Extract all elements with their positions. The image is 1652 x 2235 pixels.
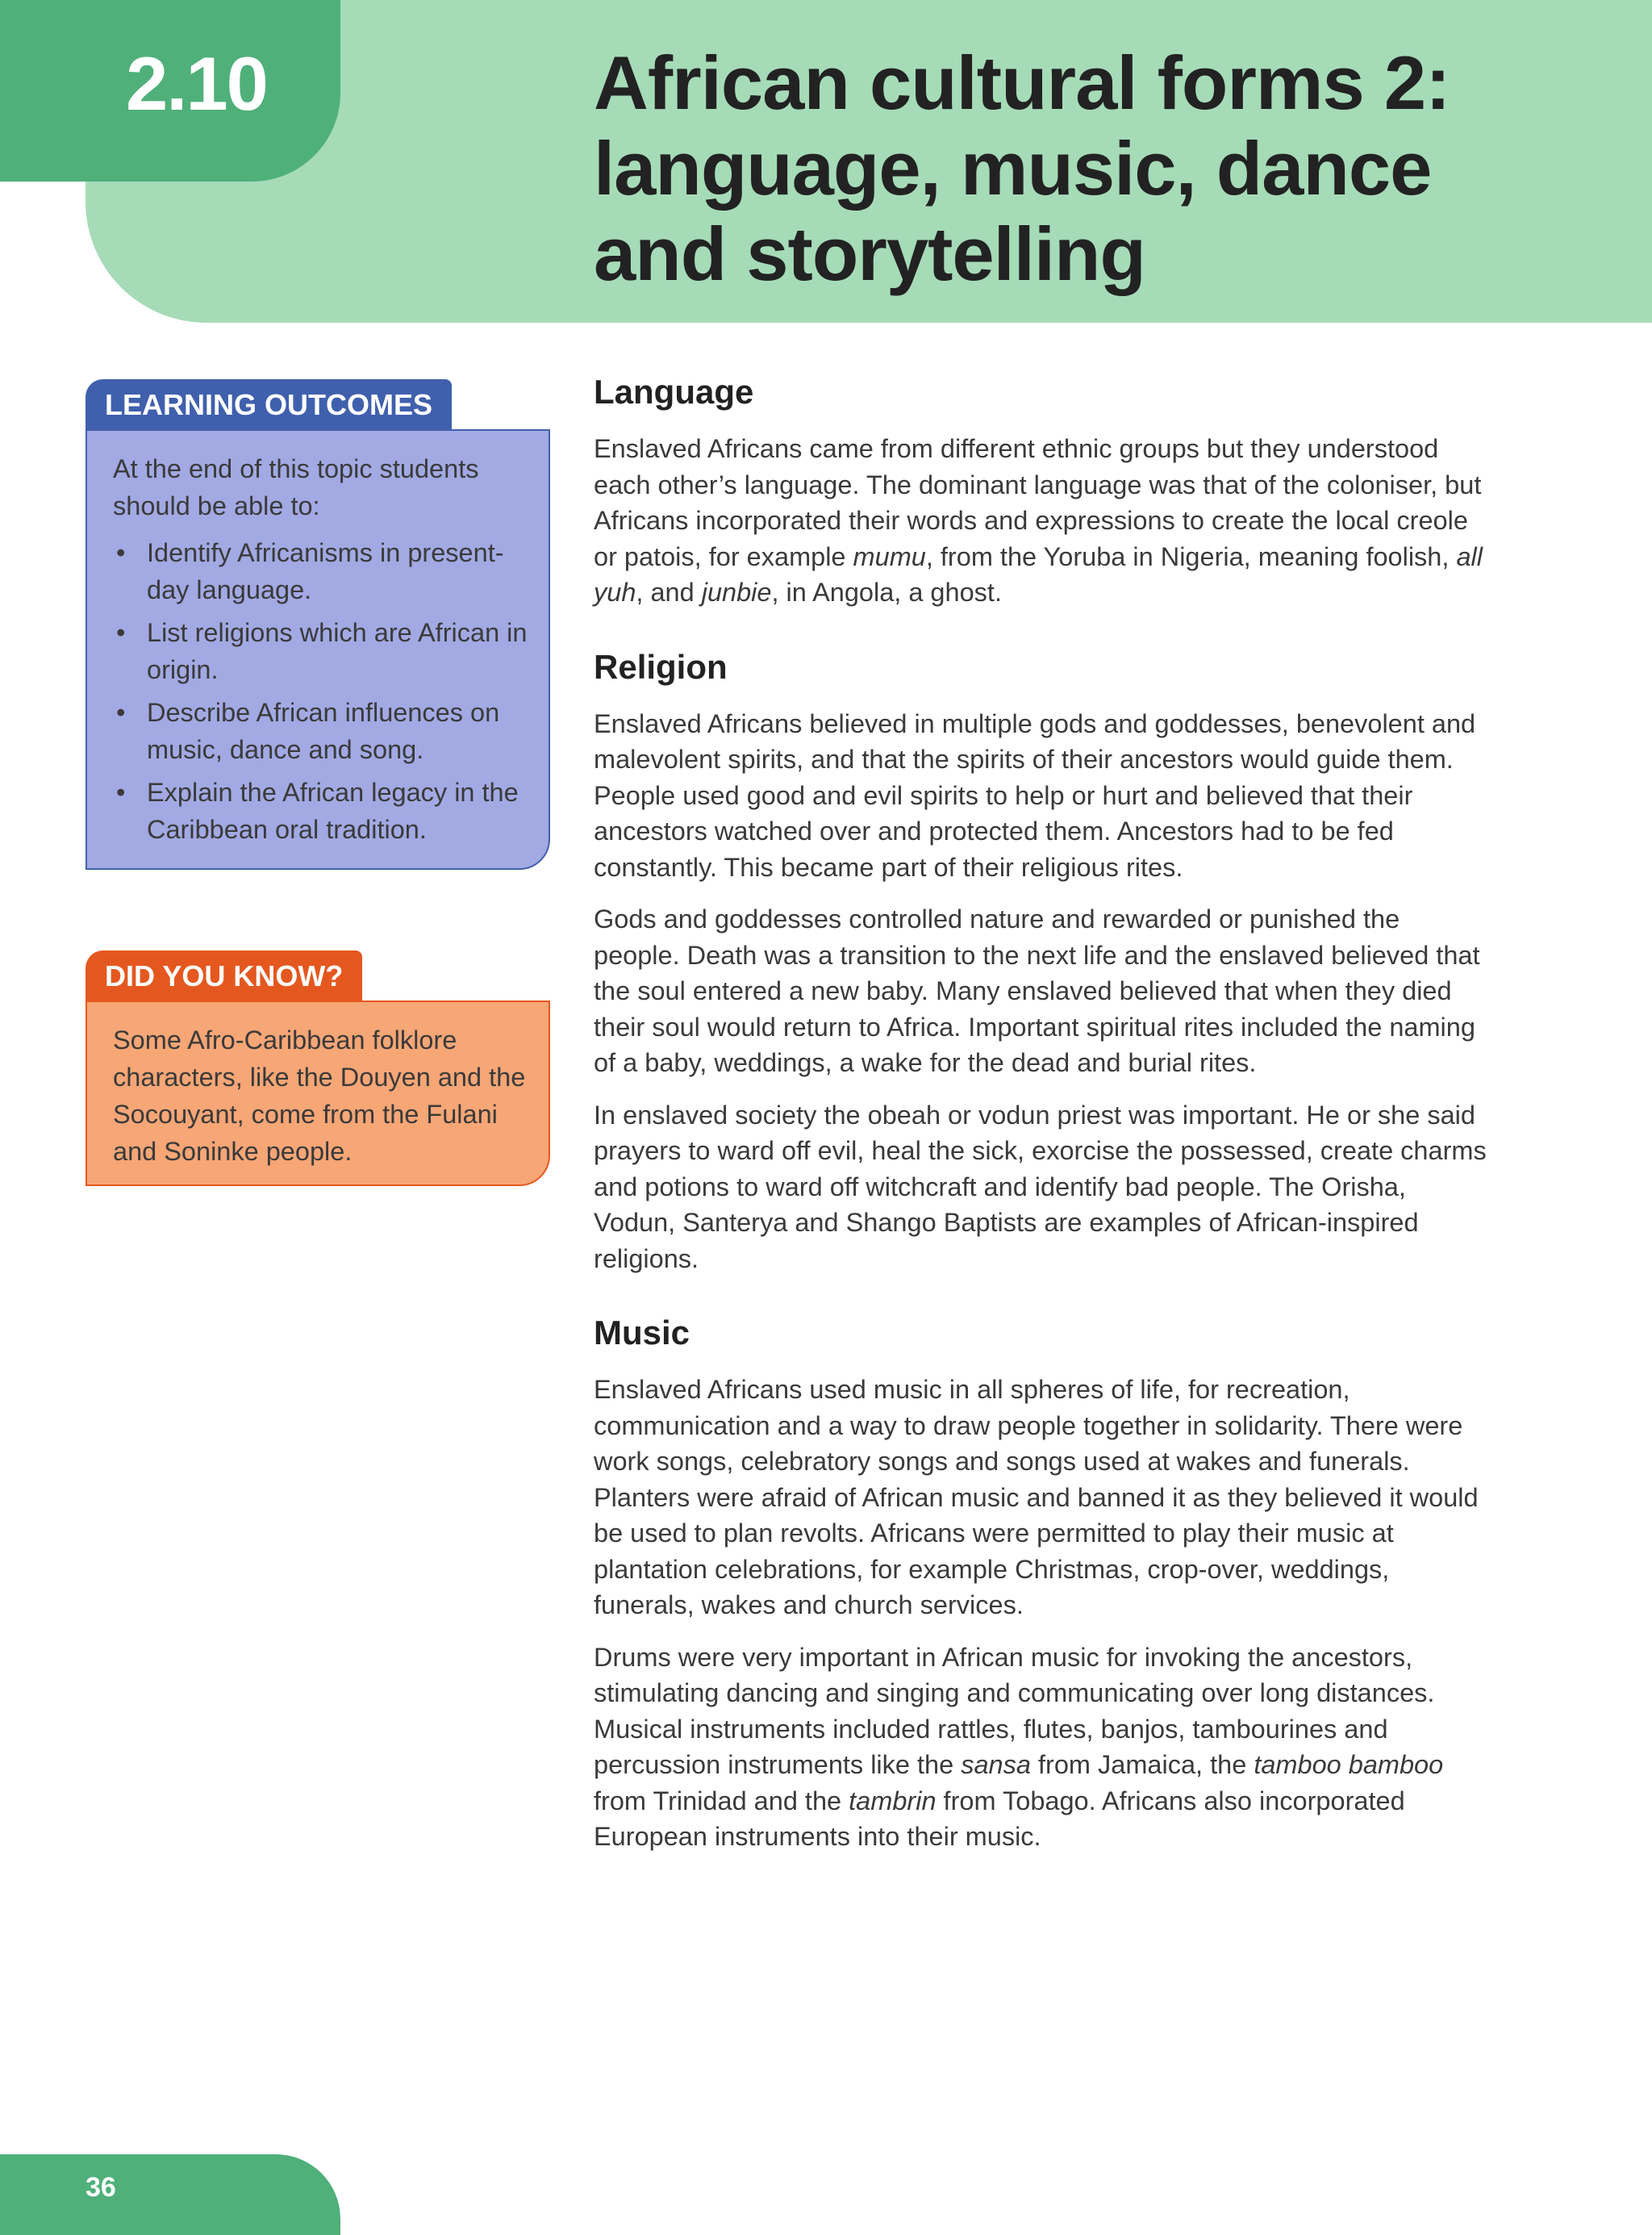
term-junbie: junbie bbox=[701, 578, 772, 607]
religion-paragraph: Enslaved Africans believed in multiple gods and goddesses, benevolent and malevolent spirits, and that the spirits of their ancestors would guide them. People used good and evil spirits to help or hurt and believed that their ancestors watched over and protected them. Ancestors had to be fed constantly. This became part of their religious rites. bbox=[594, 708, 1476, 882]
learning-outcomes-box bbox=[86, 379, 550, 871]
topic-number: 2.10 bbox=[126, 41, 267, 126]
learning-outcome-item: • Describe African influences on music, dance and song. bbox=[113, 694, 529, 768]
page-title-line: African cultural forms 2: bbox=[594, 40, 1450, 125]
learning-outcomes-body bbox=[86, 429, 550, 870]
topic-number-tab bbox=[0, 0, 340, 182]
music-paragraph bbox=[594, 1640, 1489, 1855]
religion-paragraph: In enslaved society the obeah or vodun priest was important. He or she said prayers to ward off evil, heal the sick, exorcise the possessed, create charms and potions to ward off witchcraft and identify bad people. The Orisha, Vodun, Santerya and Shango Baptists are examples of African-inspired religions. bbox=[594, 1100, 1487, 1273]
religion-paragraph: Gods and goddesses controlled nature and rewarded or punished the people. Death was a transition to the next life and the enslaved believed that the soul entered a new baby. Many enslaved believed that when they died their soul would return to Africa. Important spiritual rites included the naming of a baby, weddings, a wake for the dead and burial rites. bbox=[594, 904, 1480, 1077]
term-tambrin: tambrin bbox=[849, 1786, 937, 1815]
term-tamboo-bamboo: tamboo bamboo bbox=[1254, 1750, 1444, 1779]
did-you-know-heading: DID YOU KNOW? bbox=[86, 950, 362, 1002]
section-heading-language: Language bbox=[594, 373, 754, 411]
text-run: from Jamaica, the bbox=[1030, 1750, 1254, 1779]
language-paragraph bbox=[594, 431, 1489, 611]
page-number: 36 bbox=[86, 2172, 116, 2203]
text-run: from Tobago. Africans also incorporated European instruments into their music. bbox=[594, 1786, 1405, 1851]
text-run: , from the Yoruba in Nigeria, meaning foolish, bbox=[925, 541, 1457, 571]
main-content bbox=[594, 370, 1489, 1871]
text-run: from Trinidad and the bbox=[594, 1786, 849, 1815]
section-heading-music: Music bbox=[594, 1314, 690, 1351]
learning-outcome-item: • Identify Africanisms in present-day language. bbox=[113, 534, 529, 608]
music-paragraph: Enslaved Africans used music in all spheres of life, for recreation, communication and a way to draw people together in solidarity. There were work songs, celebratory songs and songs used at wakes and funerals. Planters were afraid of African music and banned it as they believed it would be used to plan revolts. Africans were permitted to play their music at plantation celebrations, for example Christmas, crop-over, weddings, funerals, wakes and church services. bbox=[594, 1375, 1479, 1619]
learning-outcomes-heading: LEARNING OUTCOMES bbox=[86, 379, 452, 431]
text-run: , in Angola, a ghost. bbox=[771, 578, 1002, 607]
section-heading-religion: Religion bbox=[594, 647, 728, 686]
text-run: , and bbox=[636, 578, 702, 607]
term-mumu: mumu bbox=[853, 541, 926, 571]
learning-outcome-item: • List religions which are African in origin. bbox=[113, 614, 529, 688]
footer-tab bbox=[0, 2154, 340, 2235]
learning-outcome-item: • Explain the African legacy in the Caribbean oral tradition. bbox=[113, 774, 529, 848]
term-sansa: sansa bbox=[961, 1750, 1031, 1779]
term-all-yuh: all yuh bbox=[594, 541, 1483, 607]
page-title-line: and storytelling bbox=[594, 211, 1145, 296]
did-you-know-box bbox=[86, 950, 550, 1186]
text-run: Drums were very important in African music for invoking the ancestors, stimulating dancing and singing and communicating over long distances. Musical instruments included rattles, flutes, banjos, tambourines and percussion instruments like the bbox=[594, 1642, 1435, 1779]
page-title-line: language, music, dance bbox=[594, 126, 1432, 211]
text-run: Enslaved Africans came from different ethnic groups but they understood each other’s language. The dominant language was that of the coloniser, but Africans incorporated their words and expressions to create the local creole or patois, for example bbox=[594, 434, 1482, 571]
page-title bbox=[594, 40, 1626, 297]
learning-outcomes-intro: At the end of this topic students should be able to: bbox=[113, 454, 479, 520]
learning-outcomes-list bbox=[113, 534, 529, 848]
did-you-know-body: Some Afro-Caribbean folklore characters, like the Douyen and the Socouyant, come from the Fulani and Soninke people. bbox=[86, 1001, 550, 1186]
